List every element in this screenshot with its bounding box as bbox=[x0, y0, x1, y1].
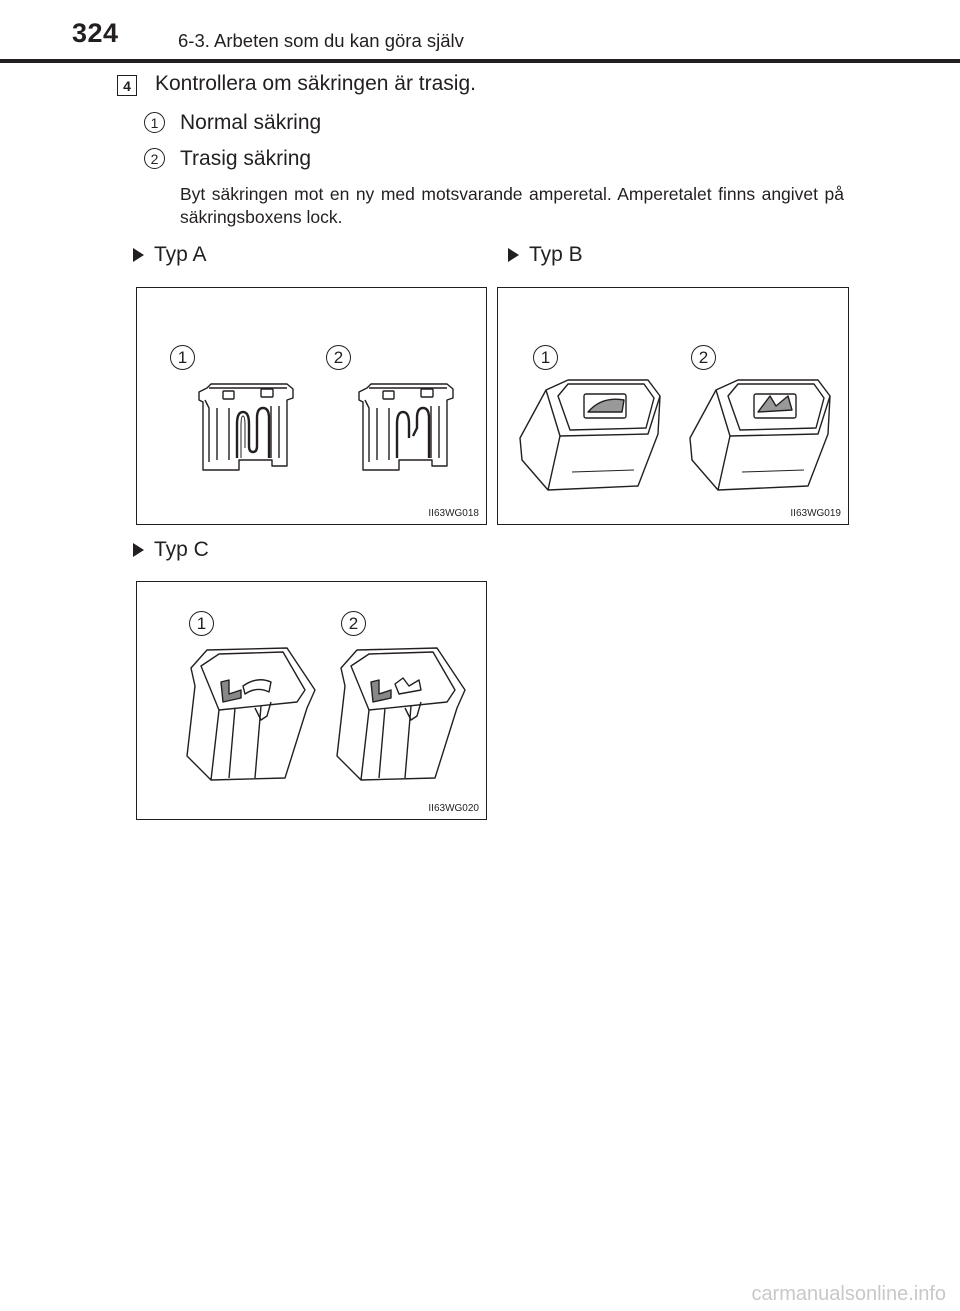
item-number-2: 2 bbox=[144, 148, 165, 169]
type-c-heading bbox=[133, 538, 209, 562]
figure-type-c bbox=[136, 581, 487, 820]
triangle-bullet-icon bbox=[133, 543, 144, 557]
step-heading: Kontrollera om säkringen är trasig. bbox=[155, 72, 476, 95]
item-text-broken: Trasig säkring bbox=[180, 147, 312, 170]
figure-a-label-1: 1 bbox=[170, 345, 195, 370]
step-number-badge: 4 bbox=[117, 75, 137, 96]
figure-b-label-2: 2 bbox=[691, 345, 716, 370]
type-a-label: Typ A bbox=[154, 243, 207, 266]
cartridge-fuse-illustration bbox=[498, 288, 848, 524]
figure-c-label-2: 2 bbox=[341, 611, 366, 636]
type-c-label: Typ C bbox=[154, 538, 209, 561]
triangle-bullet-icon bbox=[508, 248, 519, 262]
item-text-normal: Normal säkring bbox=[180, 111, 322, 134]
figure-c-label-1: 1 bbox=[189, 611, 214, 636]
figure-c-code: II63WG020 bbox=[428, 803, 479, 814]
blade-fuse-illustration bbox=[137, 288, 486, 524]
item-number-1: 1 bbox=[144, 112, 165, 133]
figure-type-b bbox=[497, 287, 849, 525]
triangle-bullet-icon bbox=[133, 248, 144, 262]
figure-a-code: II63WG018 bbox=[428, 508, 479, 519]
watermark: carmanualsonline.info bbox=[751, 1283, 946, 1305]
figure-a-label-2: 2 bbox=[326, 345, 351, 370]
section-title: 6-3. Arbeten som du kan göra själv bbox=[178, 30, 464, 51]
header-rule bbox=[0, 59, 960, 63]
figure-type-a bbox=[136, 287, 487, 525]
type-a-heading bbox=[133, 243, 207, 267]
type-b-label: Typ B bbox=[529, 243, 583, 266]
figure-b-code: II63WG019 bbox=[790, 508, 841, 519]
page-number: 324 bbox=[72, 18, 119, 48]
instruction-paragraph: Byt säkringen mot en ny med motsvarande amperetal. Amperetalet finns angivet på säkringsboxens lock. bbox=[180, 184, 844, 227]
type-b-heading bbox=[508, 243, 583, 267]
figure-b-label-1: 1 bbox=[533, 345, 558, 370]
